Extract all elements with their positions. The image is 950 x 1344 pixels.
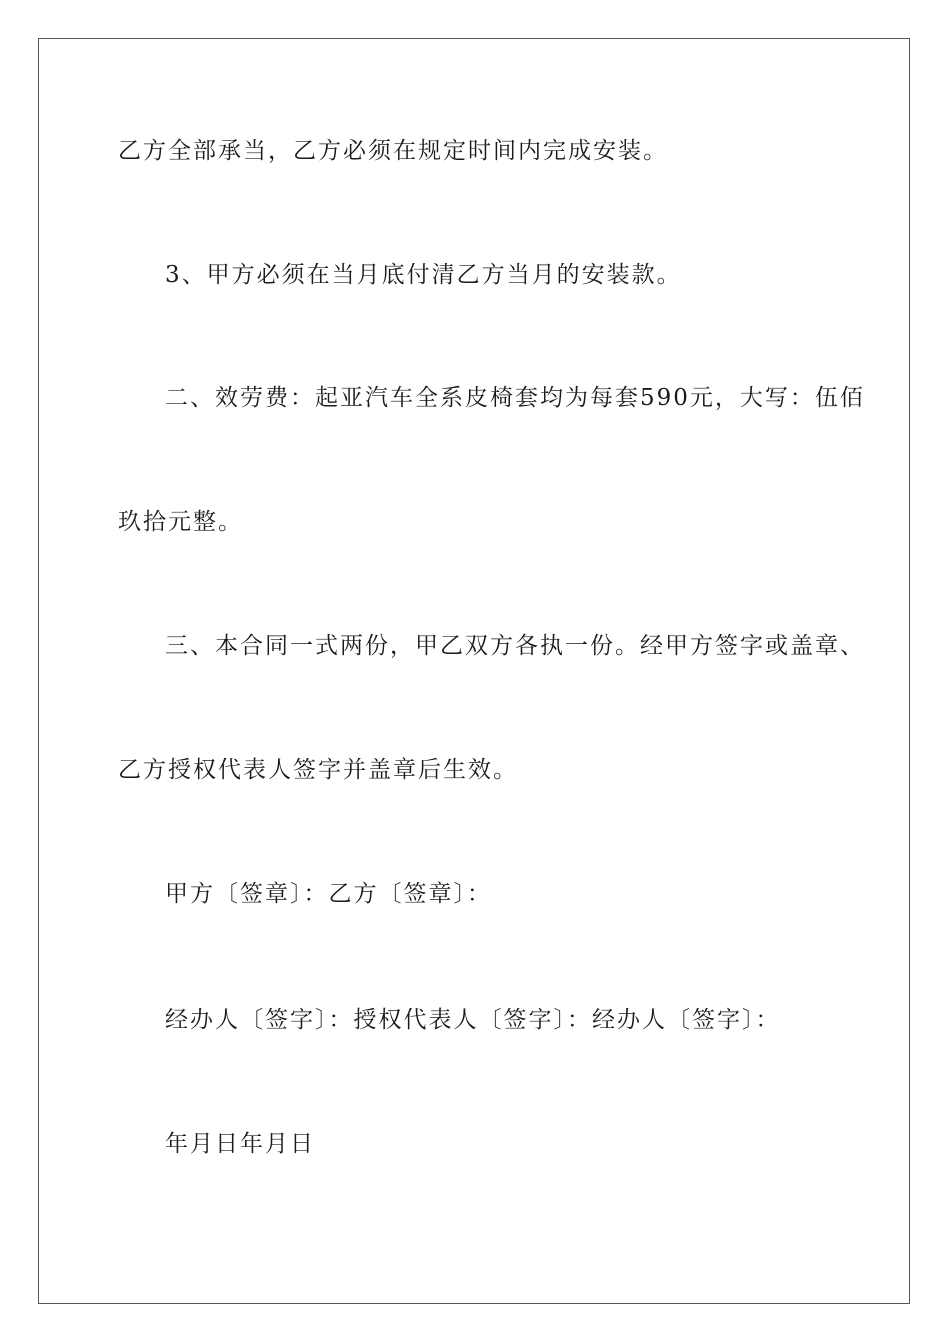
clause-2-continuation: 乙方全部承当，乙方必须在规定时间内完成安装。 bbox=[118, 138, 668, 164]
section-2-fee: 二、效劳费：起亚汽车全系皮椅套均为每套590元，大写：伍佰 bbox=[165, 385, 865, 411]
signature-seal-line: 甲方〔签章〕：乙方〔签章〕： bbox=[165, 881, 492, 907]
section-3-copies-continuation: 乙方授权代表人签字并盖章后生效。 bbox=[118, 757, 518, 783]
section-3-copies: 三、本合同一式两份，甲乙双方各执一份。经甲方签字或盖章、 bbox=[165, 633, 865, 659]
signature-handler-line: 经办人〔签字〕：授权代表人〔签字〕：经办人〔签字〕： bbox=[165, 1007, 781, 1033]
page-border bbox=[38, 38, 910, 1304]
date-line: 年月日年月日 bbox=[165, 1131, 315, 1157]
clause-3-payment: 3、甲方必须在当月底付清乙方当月的安装款。 bbox=[165, 262, 682, 288]
section-2-fee-continuation: 玖拾元整。 bbox=[118, 509, 243, 535]
